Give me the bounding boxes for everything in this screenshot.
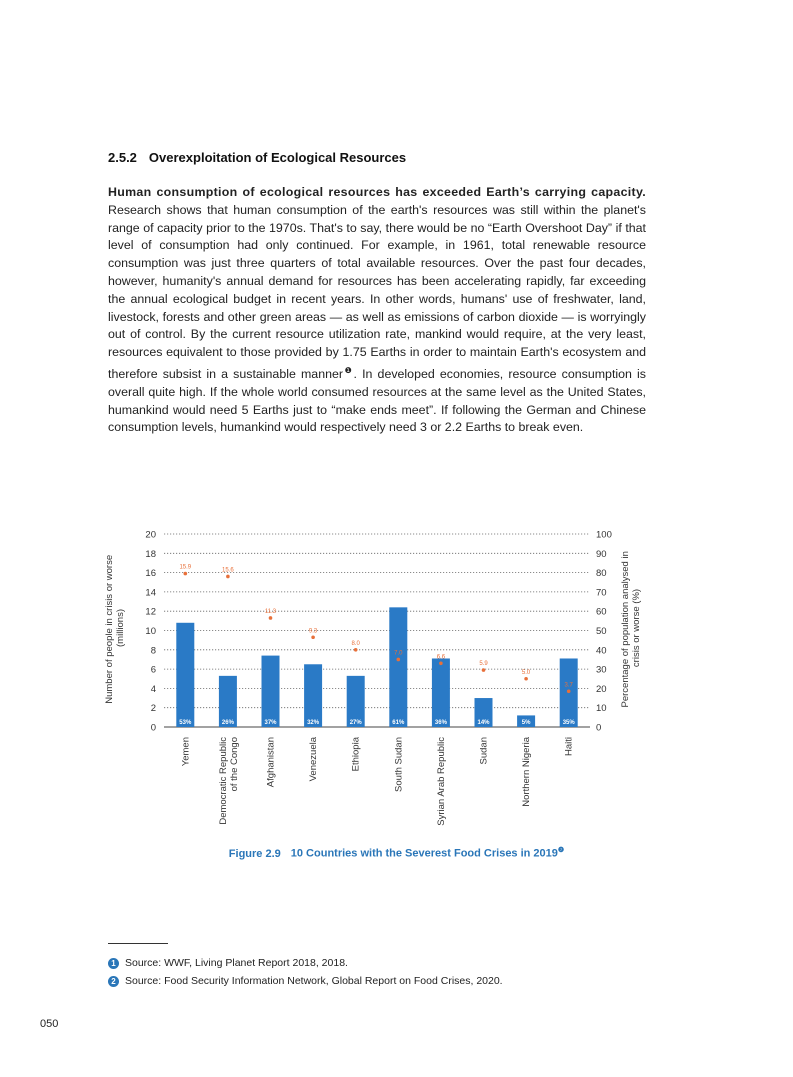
page-number: 050 (40, 1018, 59, 1030)
y-tick-label: 4 (150, 683, 156, 695)
y-tick-label: 8 (150, 645, 156, 657)
data-point (184, 572, 188, 576)
category-label-line: Haiti (563, 737, 575, 757)
category-label (564, 737, 575, 756)
data-point (269, 616, 273, 620)
footnote-ref-1[interactable]: ❶ (343, 365, 354, 375)
bar-percent-label: 36% (434, 720, 447, 726)
category-label (308, 736, 319, 781)
point-value-label: 9.3 (308, 628, 318, 635)
category-label-line: Syrian Arab Republic (435, 737, 447, 826)
y-right-tick-label: 10 (596, 703, 607, 715)
point-value-label: 8.0 (351, 640, 360, 647)
data-point (226, 575, 230, 579)
bar-percent-label: 35% (562, 720, 575, 726)
category-label-line: Venezuela (308, 737, 320, 782)
footnote-2 (108, 975, 503, 987)
section-heading (108, 150, 406, 165)
category-label (180, 737, 191, 766)
paragraph-text-1: Research shows that human consumption of the earth's resources was still within the planet's range of capacity prior to the 1970s. That's to say, there would be no “Earth Overshoot Day” if that level of consumption had only continued. For example, in 1961, total renewable resource consumption was just three quarters of total available resources. Over the past four decades, however, humanity's annual demand for resources has been accelerating rapidly, far exceeding the annual ecological budget in recent years. In other words, humans' use of freshwater, land, livestock, forests and other green areas — as well as emissions of carbon dioxide — is worryingly out of control. By the current resource utilization rate, mankind would require, at the very least, resources equivalent to those provided by 1.75 Earths in order to maintain Earth's ecosystem and therefore subsist in a sustainable manner (108, 202, 646, 382)
bar (304, 664, 322, 727)
y-right-tick-label: 50 (596, 626, 607, 637)
y-right-tick-label: 90 (596, 548, 607, 560)
y-right-tick-label: 20 (596, 683, 607, 695)
bar-percent-label: 14% (477, 720, 490, 726)
footnote-text-2: Source: Food Security Information Network, Global Report on Food Crises, 2020. (125, 975, 503, 987)
category-label-line: Democratic Republic (217, 737, 229, 825)
y-right-tick-label: 0 (596, 722, 602, 734)
point-value-label: 6.6 (436, 654, 446, 661)
bar (176, 623, 194, 727)
section-title: Overexploitation of Ecological Resources (148, 150, 407, 165)
section-number: 2.5.2 (108, 150, 137, 165)
y-tick-label: 14 (145, 587, 156, 599)
bar (389, 607, 407, 727)
category-label (393, 737, 404, 792)
point-value-label: 3.7 (564, 682, 573, 689)
y-right-tick-label: 40 (596, 645, 607, 657)
footnote-marker-2: 2 (108, 976, 119, 987)
bar (432, 658, 450, 727)
category-label-line: Sudan (478, 737, 490, 765)
point-value-label: 5.0 (521, 669, 531, 676)
figure-caption (0, 846, 793, 860)
category-label (351, 736, 362, 771)
point-value-label: 11.3 (264, 608, 277, 615)
footnote-marker-1: 1 (108, 958, 119, 969)
bar (262, 656, 280, 727)
data-point (397, 658, 401, 662)
y-tick-label: 6 (150, 664, 156, 676)
data-point (567, 689, 571, 693)
bar-percent-label: 27% (349, 720, 362, 726)
y-tick-label: 2 (150, 703, 156, 715)
y-right-tick-label: 80 (596, 568, 607, 580)
data-point (524, 677, 528, 681)
bar-percent-label: 32% (307, 720, 320, 726)
footnote-divider (108, 943, 168, 944)
category-label (521, 736, 532, 806)
category-label (479, 737, 490, 764)
bar-percent-label: 37% (264, 720, 277, 726)
paragraph-lead: Human consumption of ecological resources has exceeded Earth’s carrying capacity. (108, 185, 646, 199)
y-axis-label-right-line2: crisis or worse (%) (631, 588, 642, 668)
bar-percent-label: 5% (521, 720, 531, 726)
category-label (266, 737, 277, 787)
y-axis-label-right (620, 549, 642, 708)
category-label-line: of the Congo (228, 737, 240, 792)
data-point (354, 648, 358, 652)
y-axis-label-right-line1: Percentage of population analysed in (620, 551, 631, 708)
paragraph-text-2: . In developed economies, resource consumption is overall quite high. If the whole world consumed resources at the same level as the United States, humankind would need 5 Earths just to “make ends meet”. If following the German and Chinese consumption levels, humankind would respectively need 3 or 2.2 Earths to break even. (108, 367, 646, 435)
y-tick-label: 18 (145, 548, 156, 560)
bar-percent-label: 53% (179, 720, 192, 726)
category-label (218, 737, 240, 825)
y-tick-label: 20 (145, 529, 156, 541)
category-label-line: South Sudan (393, 737, 405, 792)
y-axis-label-left-line2: (millions) (115, 609, 126, 647)
category-label-line: Yemen (180, 737, 192, 767)
y-tick-label: 12 (145, 606, 156, 618)
body-paragraph (108, 184, 646, 437)
figure-title: 10 Countries with the Severest Food Crises in 2019 (290, 847, 558, 860)
point-value-label: 5.9 (479, 661, 488, 668)
bar-percent-label: 26% (221, 720, 234, 726)
y-right-tick-label: 100 (596, 529, 612, 541)
footnote-text-1: Source: WWF, Living Planet Report 2018, 2018. (125, 957, 348, 969)
food-crisis-chart (100, 522, 660, 842)
category-label-line: Ethiopia (350, 737, 362, 772)
y-right-tick-label: 60 (596, 606, 607, 618)
category-label (436, 737, 447, 826)
data-point (482, 668, 486, 672)
bar-percent-label: 61% (392, 720, 405, 726)
category-label-line: Afghanistan (265, 737, 277, 788)
y-axis-label-left (104, 552, 126, 704)
data-point (311, 635, 315, 639)
category-label-line: Northern Nigeria (521, 737, 533, 807)
y-right-tick-label: 70 (596, 587, 607, 599)
y-tick-label: 10 (145, 626, 156, 637)
y-tick-label: 0 (150, 722, 156, 734)
y-right-tick-label: 30 (596, 664, 607, 676)
y-axis-label-left-line1: Number of people in crisis or worse (104, 554, 115, 704)
footnote-1 (108, 957, 348, 969)
data-point (439, 662, 443, 666)
y-tick-label: 16 (145, 568, 156, 580)
figure-number: Figure 2.9 (228, 847, 281, 860)
footnote-ref-2[interactable]: ❷ (557, 847, 565, 854)
point-value-label: 7.0 (394, 650, 403, 657)
point-value-label: 15.6 (222, 567, 234, 574)
point-value-label: 15.9 (179, 564, 192, 571)
